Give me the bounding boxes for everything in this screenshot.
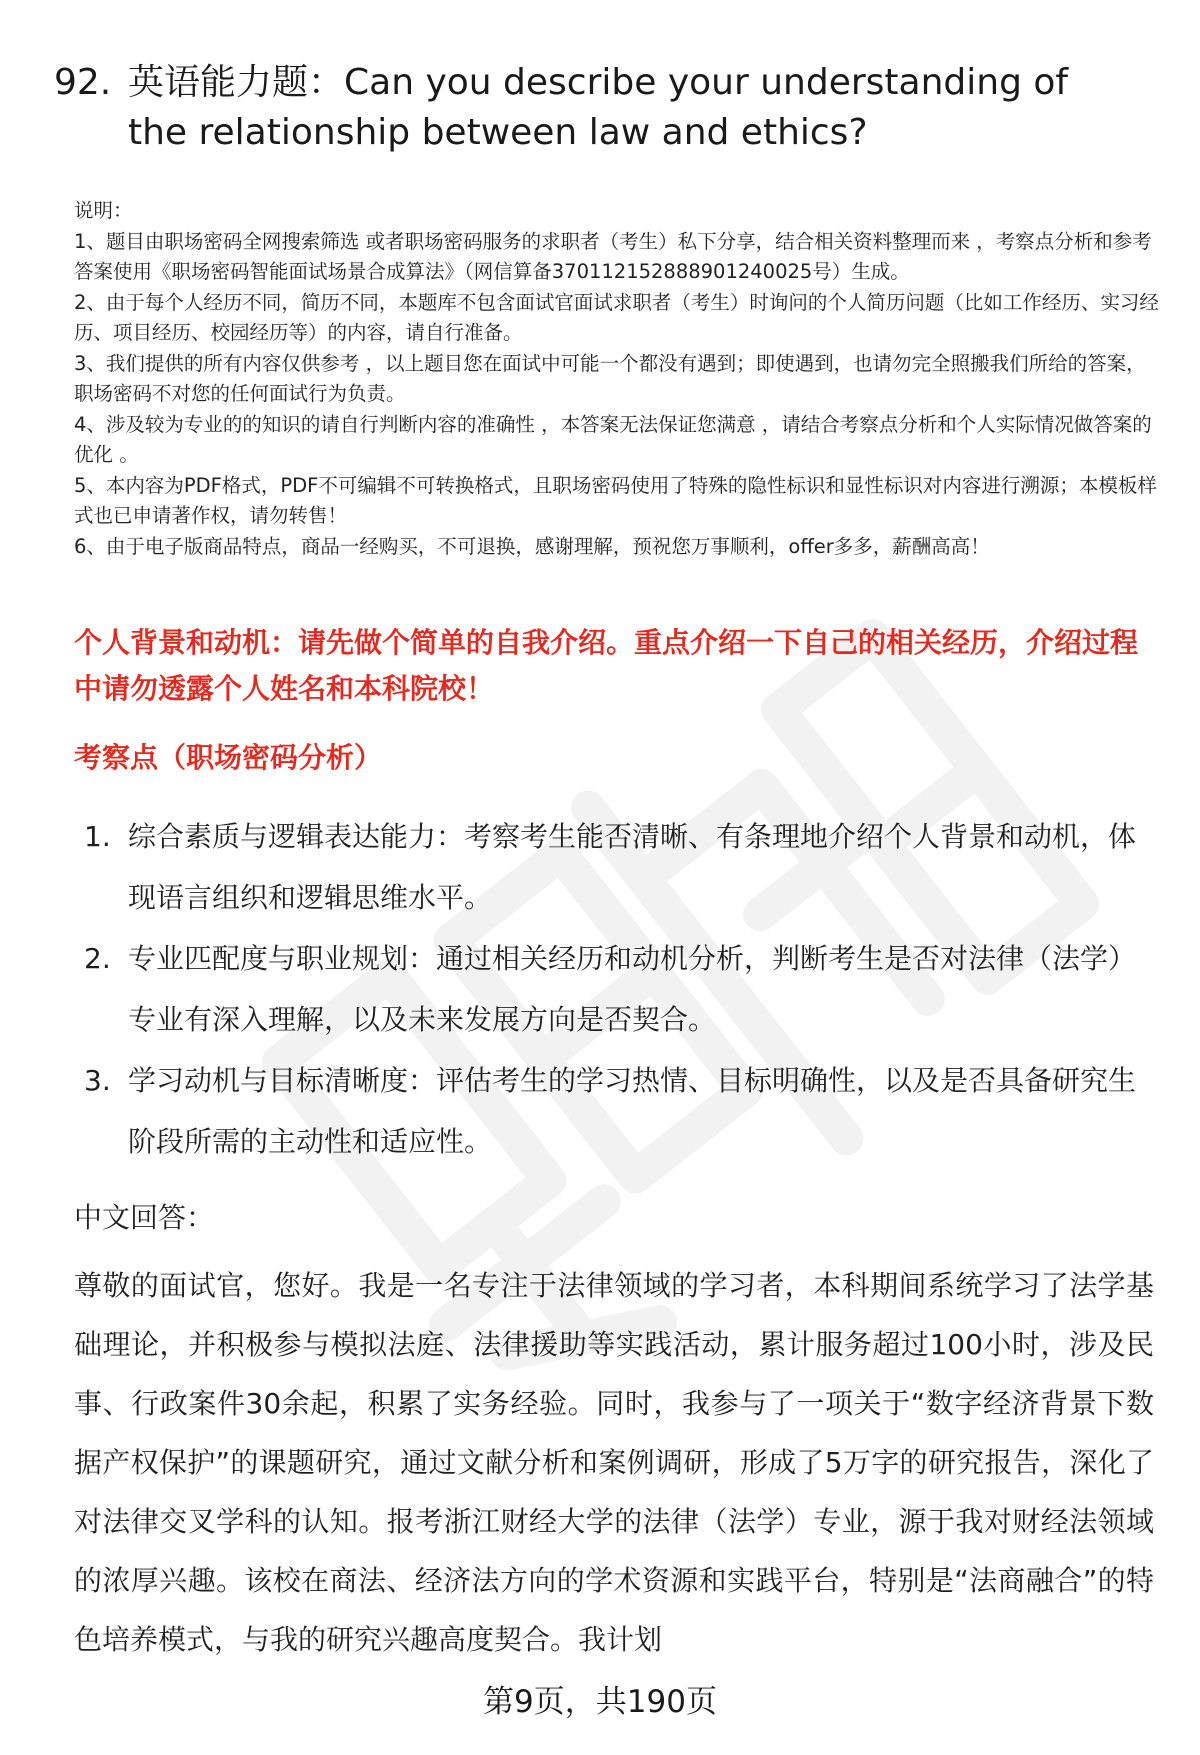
note-item: 3、我们提供的所有内容仅供参考 ，以上题目您在面试中可能一个都没有遇到；即使遇到，也请勿完全照搬我们所给的答案，职场密码不对您的任何面试行为负责。 <box>74 351 1146 405</box>
analysis-point <box>84 806 1144 928</box>
question-title <box>54 58 1134 158</box>
analysis-point <box>84 928 1144 1050</box>
question-number: 92. <box>54 62 112 103</box>
point-text: 综合素质与逻辑表达能力：考察考生能否清晰、有条理地介绍个人背景和动机，体现语言组织和逻辑思维水平。 <box>128 820 1137 914</box>
point-number: 1. <box>84 820 111 853</box>
page-number-footer: 第9页，共190页 <box>483 1684 717 1720</box>
answer-label: 中文回答： <box>74 1201 215 1234</box>
notes-heading: 说明： <box>74 199 133 222</box>
note-item: 1、题目由职场密码全网搜索筛选 或者职场密码服务的求职者（考生）私下分享，结合相关资料整理而来 ，考察点分析和参考答案使用《职场密码智能面试场景合成算法》（网信算备370112152888901240025号）生成。 <box>74 229 1152 283</box>
point-number: 3. <box>84 1064 111 1097</box>
answer-text: 尊敬的面试官，您好。我是一名专注于法律领域的学习者，本科期间系统学习了法学基础理论，并积极参与模拟法庭、法律援助等实践活动，累计服务超过100小时，涉及民事、行政案件30余起，积累了实务经验。同时，我参与了一项关于“数字经济背景下数据产权保护”的课题研究，通过文献分析和案例调研，形成了5万字的研究报告，深化了对法律交叉学科的认知。报考浙江财经大学的法律（法学）专业，源于我对财经法领域的浓厚兴趣。该校在商法、经济法方向的学术资源和实践平台，特别是“法商融合”的特色培养模式，与我的研究兴趣高度契合。我计划 <box>74 1269 1154 1656</box>
point-text: 学习动机与目标清晰度：评估考生的学习热情、目标明确性，以及是否具备研究生阶段所需的主动性和适应性。 <box>128 1064 1137 1158</box>
note-item: 6、由于电子版商品特点，商品一经购买，不可退换，感谢理解，预祝您万事顺利，offer多多，薪酬高高！ <box>74 534 990 558</box>
section-question: 个人背景和动机：请先做个简单的自我介绍。重点介绍一下自己的相关经历，介绍过程中请勿透露个人姓名和本科院校！ <box>74 626 1139 705</box>
notes-block <box>74 196 1164 562</box>
point-number: 2. <box>84 942 111 975</box>
analysis-heading: 考察点（职场密码分析） <box>74 741 383 774</box>
point-text: 专业匹配度与职业规划：通过相关经历和动机分析，判断考生是否对法律（法学）专业有深入理解，以及未来发展方向是否契合。 <box>128 942 1137 1036</box>
analysis-point <box>84 1050 1144 1172</box>
note-item: 5、本内容为PDF格式，PDF不可编辑不可转换格式，且职场密码使用了特殊的隐性标识和显性标识对内容进行溯源；本模板样式也已申请著作权，请勿转售！ <box>74 473 1157 527</box>
question-text: 英语能力题：Can you describe your understanding of the relationship between law and ethics? <box>128 62 1069 153</box>
note-item: 2、由于每个人经历不同，简历不同，本题库不包含面试官面试求职者（考生）时询问的个人简历问题（比如工作经历、实习经历、项目经历、校园经历等）的内容，请自行准备。 <box>74 290 1159 344</box>
note-item: 4、涉及较为专业的的知识的请自行判断内容的准确性 ，本答案无法保证您满意 ，请结合考察点分析和个人实际情况做答案的优化 。 <box>74 412 1152 466</box>
analysis-points <box>84 806 1144 1172</box>
